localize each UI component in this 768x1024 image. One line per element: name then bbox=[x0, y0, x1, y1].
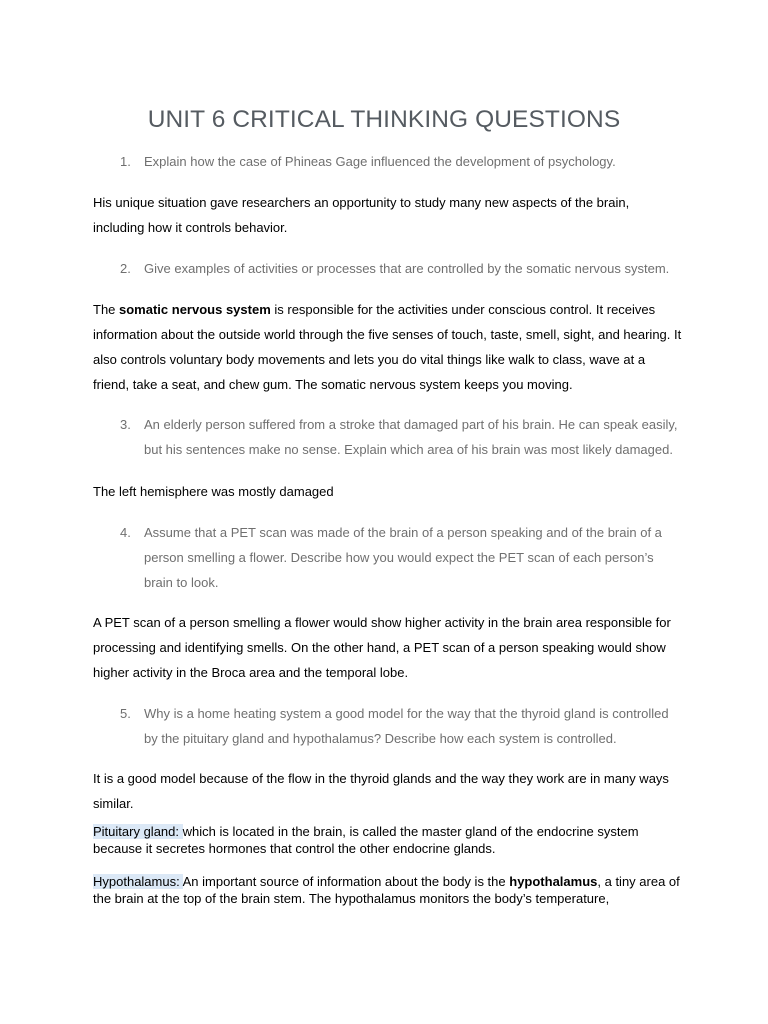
question-number: 3. bbox=[120, 417, 131, 432]
question-number: 5. bbox=[120, 706, 131, 721]
question-text: Assume that a PET scan was made of the brain of a person speaking and of the brain of a person smelling a flower. Describe how you would expect the PET scan of each person’s brain to look. bbox=[144, 525, 662, 590]
answer-4: A PET scan of a person smelling a flower would show higher activity in the brain area responsible for processing and identifying smells. On the other hand, a PET scan of a person speaking would show higher activity in the Broca area and the temporal lobe. bbox=[93, 615, 671, 680]
answer-2 bbox=[93, 297, 683, 397]
answer-5: It is a good model because of the flow in the thyroid glands and the way they work are in many ways similar. bbox=[93, 771, 669, 811]
question-text: Give examples of activities or processes that are controlled by the somatic nervous system. bbox=[144, 261, 670, 276]
question-text: Why is a home heating system a good model for the way that the thyroid gland is controlled by the pituitary gland and hypothalamus? Describe how each system is controlled. bbox=[144, 706, 669, 746]
question-number: 1. bbox=[120, 154, 131, 169]
question-2 bbox=[120, 256, 679, 281]
paragraph-text: , a tiny area of the brain at the top of the brain stem. The hypothalamus monitors the body’s temperature, bbox=[93, 874, 680, 906]
pituitary-paragraph bbox=[93, 823, 683, 857]
question-4 bbox=[120, 520, 679, 595]
paragraph-text: An important source of information about the body is the bbox=[182, 874, 510, 889]
question-3 bbox=[120, 412, 679, 462]
page-title: UNIT 6 CRITICAL THINKING QUESTIONS bbox=[147, 106, 621, 133]
bold-term: hypothalamus bbox=[509, 874, 598, 889]
bold-term: somatic nervous system bbox=[119, 302, 271, 317]
paragraph-text: which is located in the brain, is called the master gland of the endocrine system because it secretes hormones that control the other endocrine glands. bbox=[93, 824, 639, 856]
question-5 bbox=[120, 701, 679, 751]
question-1 bbox=[120, 149, 679, 174]
question-text: Explain how the case of Phineas Gage influenced the development of psychology. bbox=[144, 154, 616, 169]
question-number: 2. bbox=[120, 261, 131, 276]
answer-1: His unique situation gave researchers an opportunity to study many new aspects of the brain, including how it controls behavior. bbox=[93, 195, 630, 235]
hypothalamus-paragraph bbox=[93, 873, 683, 907]
answer-text: The bbox=[93, 302, 120, 317]
answer-text: is responsible for the activities under conscious control. It receives information about the outside world through the five senses of touch, taste, smell, sight, and hearing. It also controls voluntary body movements and lets you do vital things like walk to class, wave at a friend, take a seat, and chew gum. The somatic nervous system keeps you moving. bbox=[93, 302, 682, 392]
highlighted-label: Pituitary gland: bbox=[93, 824, 183, 839]
question-number: 4. bbox=[120, 525, 131, 540]
highlighted-label: Hypothalamus: bbox=[93, 874, 183, 889]
answer-3: The left hemisphere was mostly damaged bbox=[93, 484, 334, 499]
question-text: An elderly person suffered from a stroke that damaged part of his brain. He can speak easily, but his sentences make no sense. Explain which area of his brain was most likely damaged. bbox=[144, 417, 678, 457]
